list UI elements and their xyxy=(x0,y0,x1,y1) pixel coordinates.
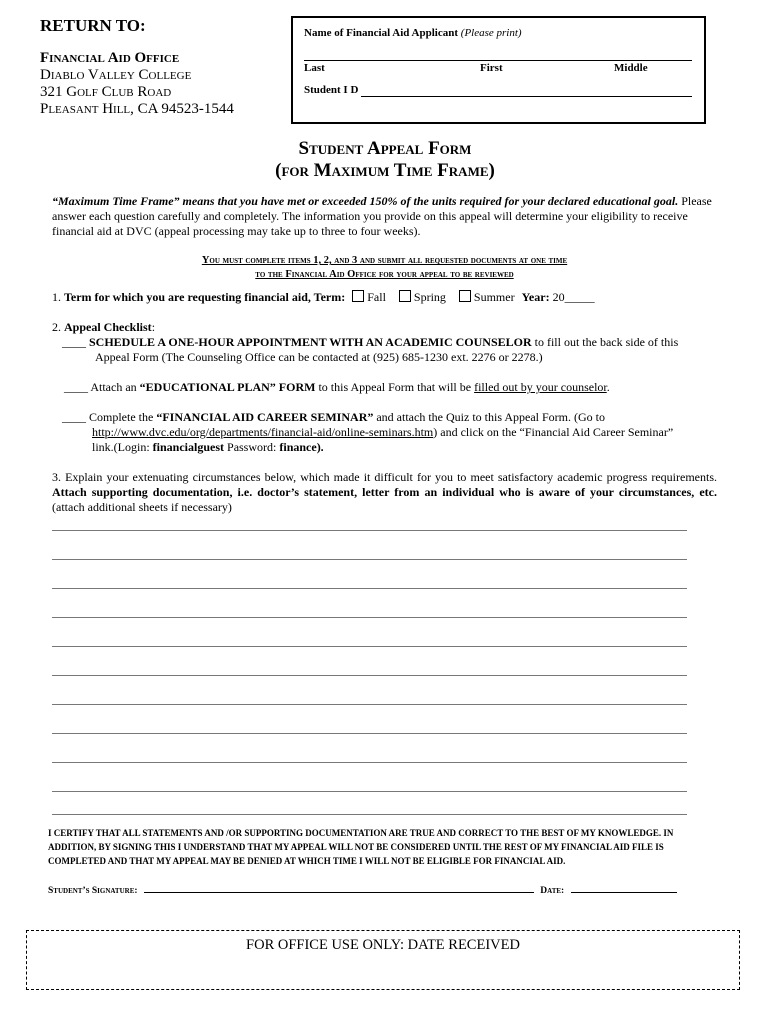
explanation-line[interactable] xyxy=(52,733,687,734)
address-line-city: Pleasant Hill, CA 94523-1544 xyxy=(40,101,234,117)
career-seminar-pre: Complete the xyxy=(86,410,157,424)
seminar-password-label: Password: xyxy=(224,440,280,454)
explanation-line[interactable] xyxy=(52,617,687,618)
educational-plan-mid: to this Appeal Form that will be xyxy=(315,380,475,394)
explanation-line[interactable] xyxy=(52,762,687,763)
first-name-label: First xyxy=(480,62,503,74)
checklist-blank-educational-plan[interactable]: ____ xyxy=(64,380,88,394)
year-label: Year: xyxy=(521,290,550,304)
must-complete-notice xyxy=(52,254,717,282)
seminar-login-line xyxy=(92,440,722,455)
address-line-street: 321 Golf Club Road xyxy=(40,84,172,100)
summer-option-label: Summer xyxy=(473,290,515,304)
checklist-item-educational-plan xyxy=(64,380,724,395)
applicant-name-label-text: Name of Financial Aid Applicant xyxy=(304,27,461,39)
appointment-contact: Appeal Form (The Counseling Office can be contacted at (925) 685-1230 ext. 2276 or 2278.) xyxy=(95,350,543,364)
office-use-box xyxy=(26,930,740,990)
must-complete-line-2: to the Financial Aid Office for your appeal to be reviewed xyxy=(255,269,514,280)
explanation-line[interactable] xyxy=(52,791,687,792)
last-name-label: Last xyxy=(304,62,325,74)
checklist-item-career-seminar xyxy=(62,410,722,425)
signature-field[interactable] xyxy=(144,882,534,893)
career-seminar-link-line xyxy=(92,425,722,440)
applicant-name-hint: (Please print) xyxy=(460,27,522,39)
return-to-title: RETURN TO: xyxy=(40,16,146,35)
student-id-label: Student I D xyxy=(304,84,359,96)
career-seminar-title: “FINANCIAL AID CAREER SEMINAR” xyxy=(156,410,374,424)
item-2-number: 2. xyxy=(52,320,61,334)
fall-option-label: Fall xyxy=(367,290,386,304)
date-label: Date: xyxy=(540,886,565,896)
applicant-info-box xyxy=(291,16,706,124)
seminar-link-after: ) and click on the “Financial Aid Career Seminar” xyxy=(433,425,674,439)
educational-plan-counselor: filled out by your counselor xyxy=(474,380,607,394)
year-field[interactable]: 20_____ xyxy=(552,290,595,304)
form-title-line-2: (for Maximum Time Frame) xyxy=(275,160,495,181)
item-3-number: 3. xyxy=(52,470,61,484)
item-3-text: Explain your extenuating circumstances below, which made it difficult for you to meet satisfactory academic progress requirements. xyxy=(61,470,717,484)
educational-plan-end: . xyxy=(606,380,610,394)
intro-instructions: Please answer each question carefully and completely. The information you provide on this appeal will determine your eligibility to receive financial aid at DVC (appeal processing may take up to three to four weeks). xyxy=(52,194,712,238)
checklist-blank-career-seminar[interactable]: ____ xyxy=(62,410,86,424)
form-title-line-1: Student Appeal Form xyxy=(298,138,472,159)
checklist-blank-appointment[interactable]: ____ xyxy=(62,335,86,349)
item-2-label: Appeal Checklist xyxy=(64,320,152,334)
signature-row xyxy=(48,882,677,896)
appointment-instruction: SCHEDULE A ONE-HOUR APPOINTMENT WITH AN ACADEMIC COUNSELOR xyxy=(89,335,532,349)
explanation-line[interactable] xyxy=(52,559,687,560)
middle-name-label: Middle xyxy=(614,62,648,74)
address-line-office: Financial Aid Office xyxy=(40,50,180,66)
item-1-number: 1. xyxy=(52,290,61,304)
educational-plan-form: “EDUCATIONAL PLAN” FORM xyxy=(139,380,316,394)
seminar-login-label: link.(Login: xyxy=(92,440,153,454)
intro-paragraph xyxy=(52,194,717,239)
explanation-line[interactable] xyxy=(52,675,687,676)
spring-checkbox[interactable] xyxy=(399,290,411,302)
explanation-line[interactable] xyxy=(52,646,687,647)
fall-checkbox[interactable] xyxy=(352,290,364,302)
summer-checkbox[interactable] xyxy=(459,290,471,302)
applicant-name-label xyxy=(304,27,522,39)
max-time-frame-definition: “Maximum Time Frame” means that you have met or exceeded 150% of the units required for your declared educational goal. xyxy=(52,194,679,208)
seminar-password-value: finance). xyxy=(279,440,324,454)
career-seminar-rest: and attach the Quiz to this Appeal Form. (Go to xyxy=(373,410,605,424)
educational-plan-pre: Attach an xyxy=(88,380,140,394)
office-use-label: FOR OFFICE USE ONLY: DATE RECEIVED xyxy=(246,937,520,953)
checklist-item-appointment xyxy=(62,335,722,350)
spring-option-label: Spring xyxy=(413,290,446,304)
student-id-field[interactable] xyxy=(361,96,692,97)
certification-statement: I CERTIFY THAT ALL STATEMENTS AND /OR SUPPORTING DOCUMENTATION ARE TRUE AND CORRECT TO THE BEST OF MY KNOWLEDGE. IN ADDITION, BY SIGNING THIS I UNDERSTAND THAT MY APPEAL WILL NOT BE CONSIDERED UNTIL THE REST OF MY FINANCIAL AID FILE IS COMPLETED AND THAT MY APPEAL MAY BE DENIED AT WHICH TIME I WILL NOT BE ELIGIBLE FOR FINANCIAL AID. xyxy=(48,828,674,866)
item-1-term xyxy=(52,290,595,305)
explanation-line[interactable] xyxy=(52,530,687,531)
applicant-name-field[interactable] xyxy=(304,60,692,61)
must-complete-line-1: You must complete items 1, 2, and 3 and submit all requested documents at one time xyxy=(201,255,568,266)
item-3-documentation: Attach supporting documentation, i.e. doctor’s statement, letter from an individual who is aware of your circumstances, etc. xyxy=(52,485,717,499)
explanation-line[interactable] xyxy=(52,814,687,815)
return-to-block xyxy=(40,16,280,118)
form-title xyxy=(0,138,770,182)
appointment-instruction-rest: to fill out the back side of this xyxy=(531,335,679,349)
item-2-checklist-label: 2. Appeal Checklist: xyxy=(52,320,156,334)
item-3-additional-sheets: (attach additional sheets if necessary) xyxy=(52,500,232,514)
explanation-line[interactable] xyxy=(52,704,687,705)
address-line-college: Diablo Valley College xyxy=(40,67,192,83)
explanation-line[interactable] xyxy=(52,588,687,589)
date-field[interactable] xyxy=(571,882,677,893)
signature-label: Student’s Signature: xyxy=(48,886,138,896)
seminar-login-value: financialguest xyxy=(152,440,225,454)
item-3-explanation xyxy=(52,470,717,515)
item-1-label: Term for which you are requesting financial aid, Term: xyxy=(64,290,346,304)
seminar-link[interactable]: http://www.dvc.edu/org/departments/financial-aid/online-seminars.htm xyxy=(92,425,434,439)
